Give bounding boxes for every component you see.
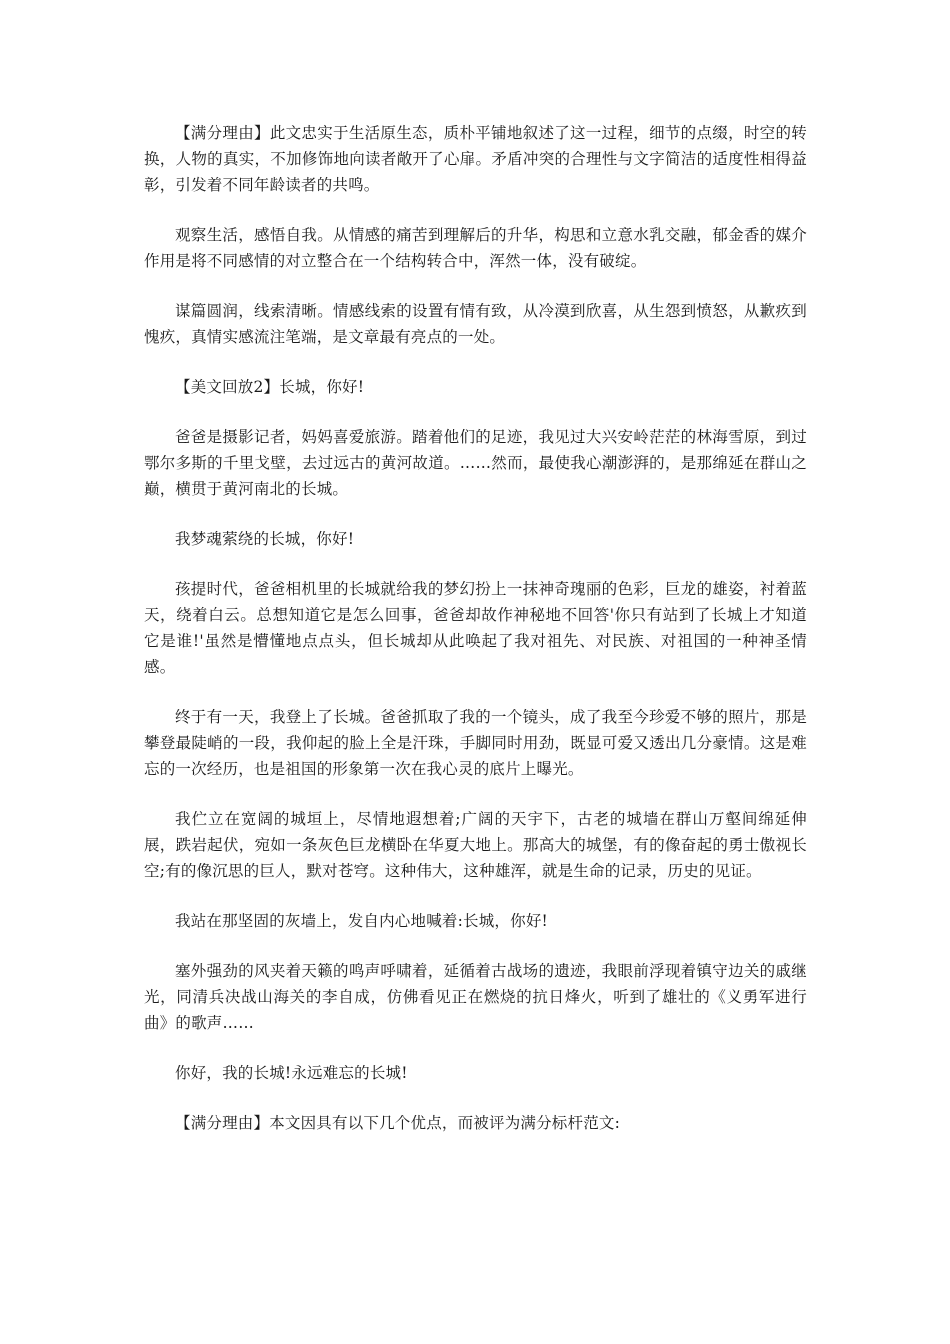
paragraph-comment-heading: 【满分理由】本文因具有以下几个优点，而被评为满分标杆范文: — [175, 1114, 621, 1132]
essay-paragraph: 我梦魂萦绕的长城，你好! — [175, 530, 355, 548]
essay-paragraph: 孩提时代，爸爸相机里的长城就给我的梦幻扮上一抹神奇瑰丽的色彩，巨龙的雄姿，衬着蓝天，绕着白云。总想知道它是怎么回事，爸爸却故作神秘地不回答'你只有站到了长城上才知道它是谁!'虽然是懵懂地点点头，但长城却从此唤起了我对祖先、对民族、对祖国的一种神圣情感。 — [144, 580, 807, 676]
document-body — [144, 120, 807, 1160]
paragraph-comment-1: 【满分理由】此文忠实于生活原生态，质朴平铺地叙述了这一过程，细节的点缀，时空的转换，人物的真实，不加修饰地向读者敞开了心扉。矛盾冲突的合理性与文字简洁的适度性相得益彰，引发着不同年龄读者的共鸣。 — [144, 124, 807, 194]
essay-paragraph: 我伫立在宽阔的城垣上，尽情地遐想着;广阔的天宇下，古老的城墙在群山万壑间绵延伸展，跌岩起伏，宛如一条灰色巨龙横卧在华夏大地上。那高大的城堡，有的像奋起的勇士傲视长空;有的像沉思的巨人，默对苍穹。这种伟大，这种雄浑，就是生命的记录，历史的见证。 — [144, 810, 807, 880]
essay-paragraph: 终于有一天，我登上了长城。爸爸抓取了我的一个镜头，成了我至今珍爱不够的照片，那是攀登最陡峭的一段，我仰起的脸上全是汗珠，手脚同时用劲，既显可爱又透出几分豪情。这是难忘的一次经历，也是祖国的形象第一次在我心灵的底片上曝光。 — [144, 708, 807, 778]
essay-paragraph: 你好，我的长城!永远难忘的长城! — [175, 1064, 408, 1082]
essay-paragraph: 我站在那坚固的灰墙上，发自内心地喊着:长城，你好! — [175, 912, 548, 930]
paragraph-comment-2: 观察生活，感悟自我。从情感的痛苦到理解后的升华，构思和立意水乳交融，郁金香的媒介作用是将不同感情的对立整合在一个结构转合中，浑然一体，没有破绽。 — [144, 226, 807, 270]
paragraph-comment-3: 谋篇圆润，线索清晰。情感线索的设置有情有致，从冷漠到欣喜，从生怨到愤怒，从歉疚到愧疚，真情实感流注笔端，是文章最有亮点的一处。 — [144, 302, 807, 346]
essay-paragraph: 爸爸是摄影记者，妈妈喜爱旅游。踏着他们的足迹，我见过大兴安岭茫茫的林海雪原，到过鄂尔多斯的千里戈壁，去过远古的黄河故道。……然而，最使我心潮澎湃的，是那绵延在群山之巅，横贯于黄河南北的长城。 — [144, 428, 807, 498]
essay-title: 【美文回放2】长城，你好! — [175, 378, 365, 396]
essay-paragraph: 塞外强劲的风夹着天籁的鸣声呼啸着，延循着古战场的遗迹，我眼前浮现着镇守边关的戚继光，同清兵决战山海关的李自成，仿佛看见正在燃烧的抗日烽火，听到了雄壮的《义勇军进行曲》的歌声…… — [144, 962, 807, 1032]
